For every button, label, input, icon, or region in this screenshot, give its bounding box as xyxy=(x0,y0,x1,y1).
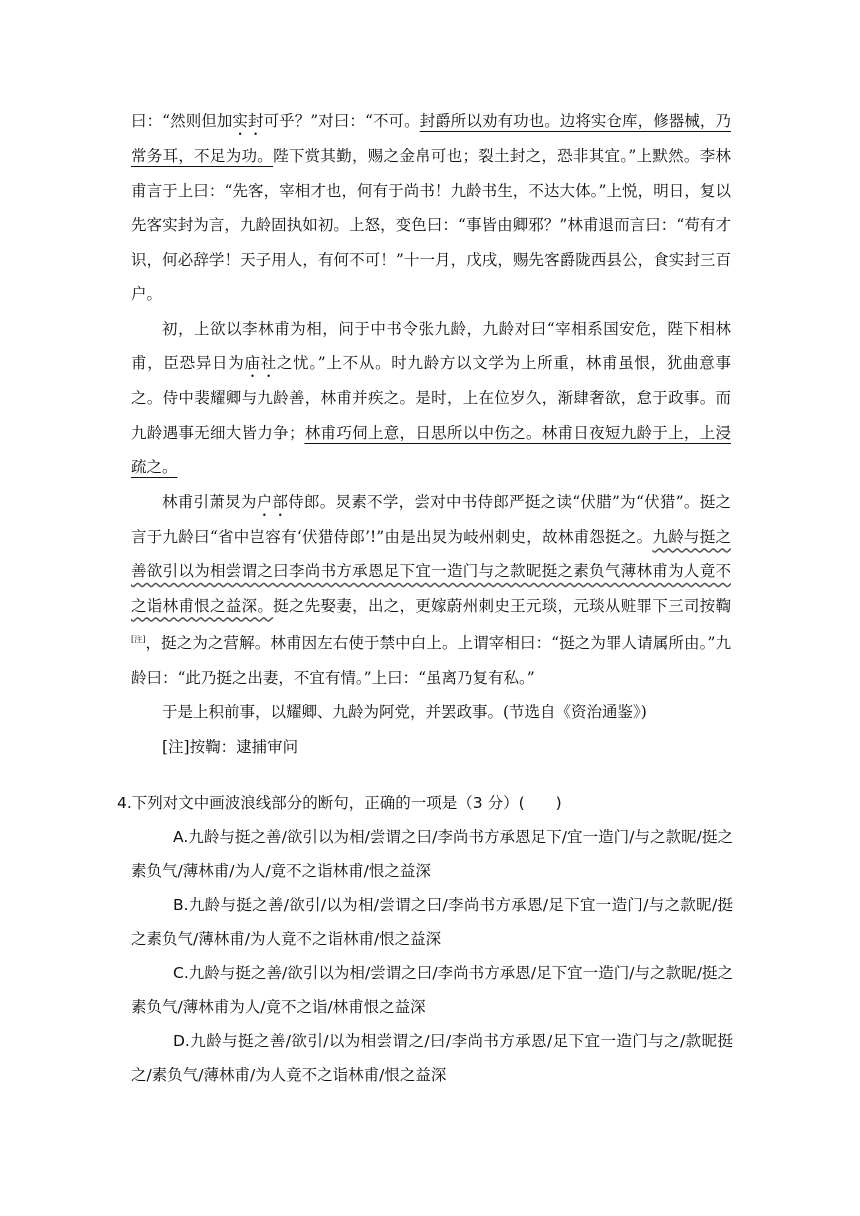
footnote: [注]按鞫：逮捕审问 xyxy=(162,737,299,756)
question-stem: 4.下列对文中画波浪线部分的断句，正确的一项是（3 分）( ) xyxy=(117,794,562,812)
passage-paragraph-2: 初，上欲以李林甫为相，问于中书令张九龄，九龄对曰“宰相系国安危，陛下相林甫，臣恐异日为庙社之忧。”上不从。时九龄方以文学为上所重，林甫虽恨，犹曲意事之。侍中裴耀卿与九龄善，林甫并疾之。是时，上在位岁久，渐肆奢欲，怠于政事。而九龄遇事无细大皆力争；林甫巧伺上意，日思所以中伤之。林甫日夜短九龄于上，上浸疏之。 xyxy=(131,319,731,476)
underlined-sentence-1: 封爵所以劝有功也。边将实仓库，修器械，乃常务耳，不足为功。 xyxy=(131,112,731,165)
dotted-char: 实 xyxy=(232,112,248,130)
option-d: D.九龄与挺之善/欲引/以为相尝谓之/曰/李尚书方承恩/足下宜一造门与之/款昵挺之/素负气/薄林甫/为人竟不之诣林甫/恨之益深 xyxy=(131,1032,733,1084)
underlined-sentence-2: 林甫巧伺上意，日思所以中伤之。林甫日夜短九龄于上，上浸疏之。 xyxy=(131,423,731,476)
dotted-char: 社 xyxy=(260,354,277,372)
option-b: B.九龄与挺之善/欲引/以为相/尝谓之曰/李尚书方承恩/足下宜一造门/与之款昵/挺之素负气/薄林甫/为人竟不之诣林甫/恨之益深 xyxy=(131,896,733,948)
classical-passage xyxy=(131,104,731,764)
dotted-char: 部 xyxy=(272,492,289,511)
passage-paragraph-3: 林甫引萧炅为户部侍郎。炅素不学，尝对中书侍郎严挺之读“伏腊”为“伏猎”。挺之言于九龄曰“省中岂容有‘伏猎侍郎’!”由是出炅为岐州刺史，故林甫怨挺之。九龄与挺之善欲引以为相尝谓之曰李尚书方承恩足下宜一造门与之款昵挺之素负气薄林甫为人竟不之诣林甫恨之益深。挺之先娶妻，出之，更嫁蔚州刺史王元琰，元琰从赃罪下三司按鞫[注]，挺之为之营解。林甫因左右使于禁中白上。上谓宰相曰：“挺之为罪人请属所由。”九龄曰：“此乃挺之出妻，不宜有情。”上曰：“虽离乃复有私。” xyxy=(131,492,731,687)
passage-paragraph-1: 曰：“然则但加实封可乎？”对曰：“不可。封爵所以劝有功也。边将实仓库，修器械，乃常务耳，不足为功。陛下赏其勤，赐之金帛可也；裂土封之，恐非其宜。”上默然。李林甫言于上曰：“先客，宰相才也，何有于尚书！九龄书生，不达大体。”上悦，明日，复以先客实封为言，九龄固执如初。上怒，变色曰：“事皆由卿邪？”林甫退而言曰：“苟有才识，何必辞学！天子用人，有何不可！”十一月，戊戌，赐先客爵陇西县公，食实封三百户。 xyxy=(131,112,731,303)
passage-paragraph-4: 于是上积前事，以耀卿、九龄为阿党，并罢政事。(节选自《资治通鉴》) xyxy=(162,703,647,722)
dotted-char: 庙 xyxy=(244,354,261,372)
option-c: C.九龄与挺之善/欲引以为相/尝谓之曰/李尚书方承恩/足下宜一造门/与之款昵/挺之素负气/薄林甫为人/竟不之诣/林甫恨之益深 xyxy=(131,964,733,1016)
question-4 xyxy=(117,786,733,1092)
wavy-underlined-passage: 九龄与挺之善欲引以为相尝谓之曰李尚书方承恩足下宜一造门与之款昵挺之素负气薄林甫为人竟不之诣林甫恨之益深。 xyxy=(131,527,731,615)
dotted-char: 封 xyxy=(247,112,264,130)
dotted-char: 户 xyxy=(256,492,273,511)
option-a: A.九龄与挺之善/欲引以为相/尝谓之曰/李尚书方承恩足下/宜一造门/与之款昵/挺之素负气/薄林甫/为人/竟不之诣林甫/恨之益深 xyxy=(131,828,733,880)
footnote-marker: [注] xyxy=(131,635,146,644)
